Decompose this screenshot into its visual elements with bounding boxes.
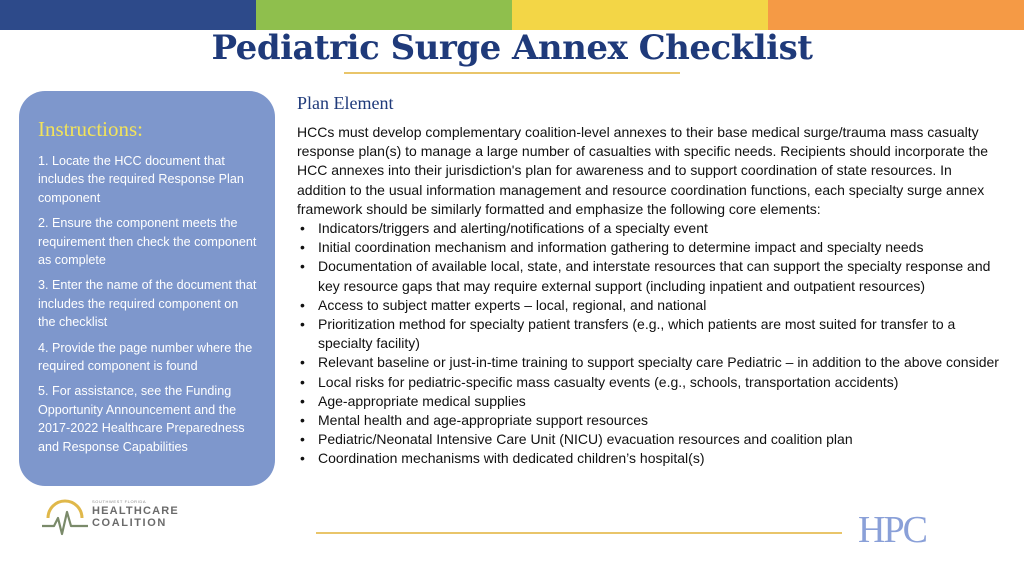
list-item-text: Relevant baseline or just-in-time training to support specialty care Pediatric – in addition to the above consider: [318, 354, 999, 371]
coalition-logo-line2: COALITION: [92, 517, 167, 529]
bullet-icon: •: [300, 258, 305, 275]
list-item-text: Local risks for pediatric-specific mass casualty events (e.g., schools, transportation accidents): [318, 373, 899, 390]
band-yellow: [512, 0, 768, 30]
bullet-icon: •: [300, 316, 305, 333]
coalition-logo: [40, 496, 180, 540]
instruction-step: 4. Provide the page number where the required component is found: [38, 340, 253, 374]
list-item-text: Documentation of available local, state, and interstate resources that can support the specialty response and key resource gaps that may require external support (including inpatient and outpatient resources): [318, 258, 991, 294]
bullet-icon: •: [300, 450, 305, 467]
title-underline: [344, 72, 680, 74]
instruction-step: 1. Locate the HCC document that includes the required Response Plan component: [38, 154, 244, 205]
instructions-heading: Instructions:: [38, 117, 143, 141]
bullet-icon: •: [300, 354, 305, 371]
bottom-divider: [316, 532, 842, 534]
color-band: [0, 0, 1024, 30]
list-item: [297, 257, 1002, 295]
bullet-icon: •: [300, 431, 305, 448]
list-item-text: Coordination mechanisms with dedicated children’s hospital(s): [318, 450, 705, 467]
instruction-step: 3. Enter the name of the document that includes the required component on the checklist: [38, 278, 257, 330]
band-green: [256, 0, 512, 30]
instructions-panel: [19, 91, 275, 486]
list-item-text: Access to subject matter experts – local, regional, and national: [318, 296, 707, 313]
list-item-text: Initial coordination mechanism and information gathering to determine impact and specialty needs: [318, 239, 924, 256]
bullet-icon: •: [300, 220, 305, 237]
list-item-text: Mental health and age-appropriate support resources: [318, 412, 648, 429]
list-item: [297, 353, 1002, 372]
list-item-text: Indicators/triggers and alerting/notifications of a specialty event: [318, 220, 708, 237]
list-item-text: Prioritization method for specialty patient transfers (e.g., which patients are most suited for transfer to a specialty facility): [318, 316, 956, 352]
page-title: Pediatric Surge Annex Checklist: [211, 28, 813, 68]
coalition-logo-subtitle: SOUTHWEST FLORIDA: [92, 499, 147, 504]
coalition-logo-icon: [40, 496, 90, 540]
plan-element-heading: Plan Element: [297, 93, 394, 113]
list-item: [297, 449, 1002, 468]
list-item: [297, 373, 1002, 392]
bullet-icon: •: [300, 412, 305, 429]
band-blue: [0, 0, 256, 30]
hpc-logo: HPC: [858, 509, 926, 551]
bullet-icon: •: [300, 296, 305, 313]
core-elements-list: [297, 219, 1002, 469]
list-item: [297, 219, 1002, 238]
list-item: [297, 238, 1002, 257]
bullet-icon: •: [300, 373, 305, 390]
list-item: [297, 392, 1002, 411]
instruction-step: 2. Ensure the component meets the requirement then check the component as complete: [38, 216, 257, 268]
list-item: [297, 296, 1002, 315]
plan-intro: HCCs must develop complementary coalition-level annexes to their base medical surge/trauma mass casualty response plan(s) to manage a large number of casualties with specific needs. Recipients should incorporate the HCC annexes into their jurisdiction's plan for awareness and to support coordination of state resources. In addition to the usual information management and resource coordination functions, each specialty surge annex framework should be similarly formatted and emphasize the following core elements:: [297, 124, 989, 217]
coalition-logo-line1: HEALTHCARE: [92, 505, 179, 517]
list-item-text: Pediatric/Neonatal Intensive Care Unit (NICU) evacuation resources and coalition plan: [318, 431, 853, 448]
list-item-text: Age-appropriate medical supplies: [318, 392, 526, 409]
band-orange: [768, 0, 1024, 30]
bullet-icon: •: [300, 239, 305, 256]
list-item: [297, 315, 1002, 353]
list-item: [297, 411, 1002, 430]
instruction-step: 5. For assistance, see the Funding Opportunity Announcement and the 2017-2022 Healthcare Preparedness and Response Capabilities: [38, 384, 245, 454]
bullet-icon: •: [300, 392, 305, 409]
list-item: [297, 430, 1002, 449]
plan-element-body: [297, 123, 1002, 469]
